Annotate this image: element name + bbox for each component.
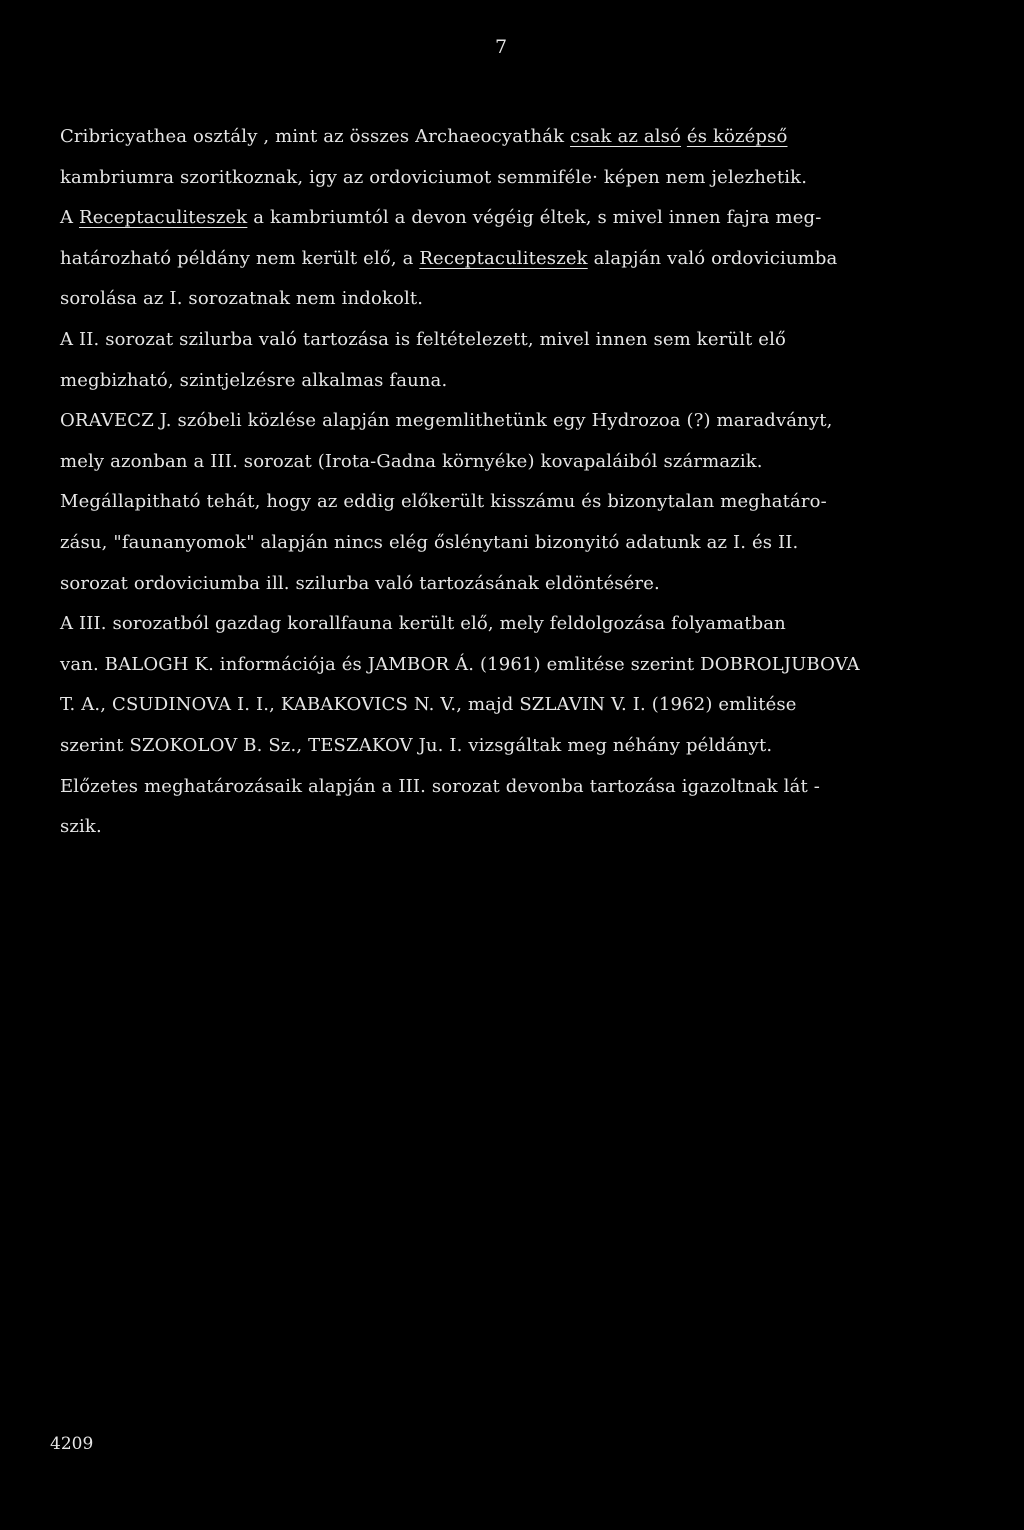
- text-line-1: [60, 126, 960, 167]
- text-line-7: megbizható, szintjelzésre alkalmas fauna.: [60, 369, 448, 391]
- text-line-16: szerint SZOKOLOV B. Sz., TESZAKOV Ju. I. vizsgáltak meg néhány példányt.: [60, 734, 773, 756]
- underlined-text: Receptaculiteszek: [419, 247, 588, 269]
- text-segment: A: [60, 207, 80, 229]
- text-segment: alapján való ordoviciumba: [587, 247, 838, 269]
- text-line-13: A III. sorozatból gazdag korallfauna került elő, mely feldolgozása folyamatban: [60, 613, 786, 635]
- text-line-8: ORAVECZ J. szóbeli közlése alapján megemlithetünk egy Hydrozoa (?) maradványt,: [60, 410, 833, 432]
- text-segment: Cribricyathea osztály , mint az összes Archaeocyathák: [60, 126, 571, 147]
- text-line-5: sorolása az I. sorozatnak nem indokolt.: [60, 288, 424, 310]
- body-text: [60, 126, 960, 857]
- footer-code: 4209: [50, 1434, 94, 1454]
- text-line-10: Megállapitható tehát, hogy az eddig előkerült kisszámu és bizonytalan meghatáro-: [60, 491, 827, 513]
- text-line-6: A II. sorozat szilurba való tartozása is feltételezett, mivel innen sem került elő: [60, 328, 786, 350]
- text-line-17: Előzetes meghatározásaik alapján a III. sorozat devonba tartozása igazoltnak lát -: [60, 775, 820, 797]
- text-line-11: zásu, "faunanyomok" alapján nincs elég őslénytani bizonyitó adatunk az I. és II.: [60, 531, 799, 553]
- text-line-18: szik.: [60, 816, 102, 838]
- text-line-12: sorozat ordoviciumba ill. szilurba való tartozásának eldöntésére.: [60, 572, 660, 594]
- underlined-text: Receptaculiteszek: [79, 207, 248, 229]
- text-line-4: [60, 248, 960, 289]
- text-segment: a kambriumtól a devon végéig éltek, s mivel innen fajra meg-: [247, 207, 822, 229]
- text-line-2: kambriumra szoritkoznak, igy az ordoviciumot semmiféle· képen nem jelezhetik.: [60, 166, 808, 188]
- page-number: 7: [494, 36, 508, 58]
- text-line-3: [60, 207, 960, 248]
- underlined-text: csak az alsó: [570, 126, 682, 147]
- text-line-9: mely azonban a III. sorozat (Irota-Gadna környéke) kovapaláiból származik.: [60, 450, 763, 472]
- text-segment: határozható példány nem került elő, a: [60, 247, 420, 269]
- text-line-14: van. BALOGH K. információja és JAMBOR Á. (1961) emlitése szerint DOBROLJUBOVA: [60, 653, 860, 675]
- text-line-15: T. A., CSUDINOVA I. I., KABAKOVICS N. V., majd SZLAVIN V. I. (1962) emlitése: [60, 694, 797, 716]
- underlined-text: és középső: [686, 126, 788, 147]
